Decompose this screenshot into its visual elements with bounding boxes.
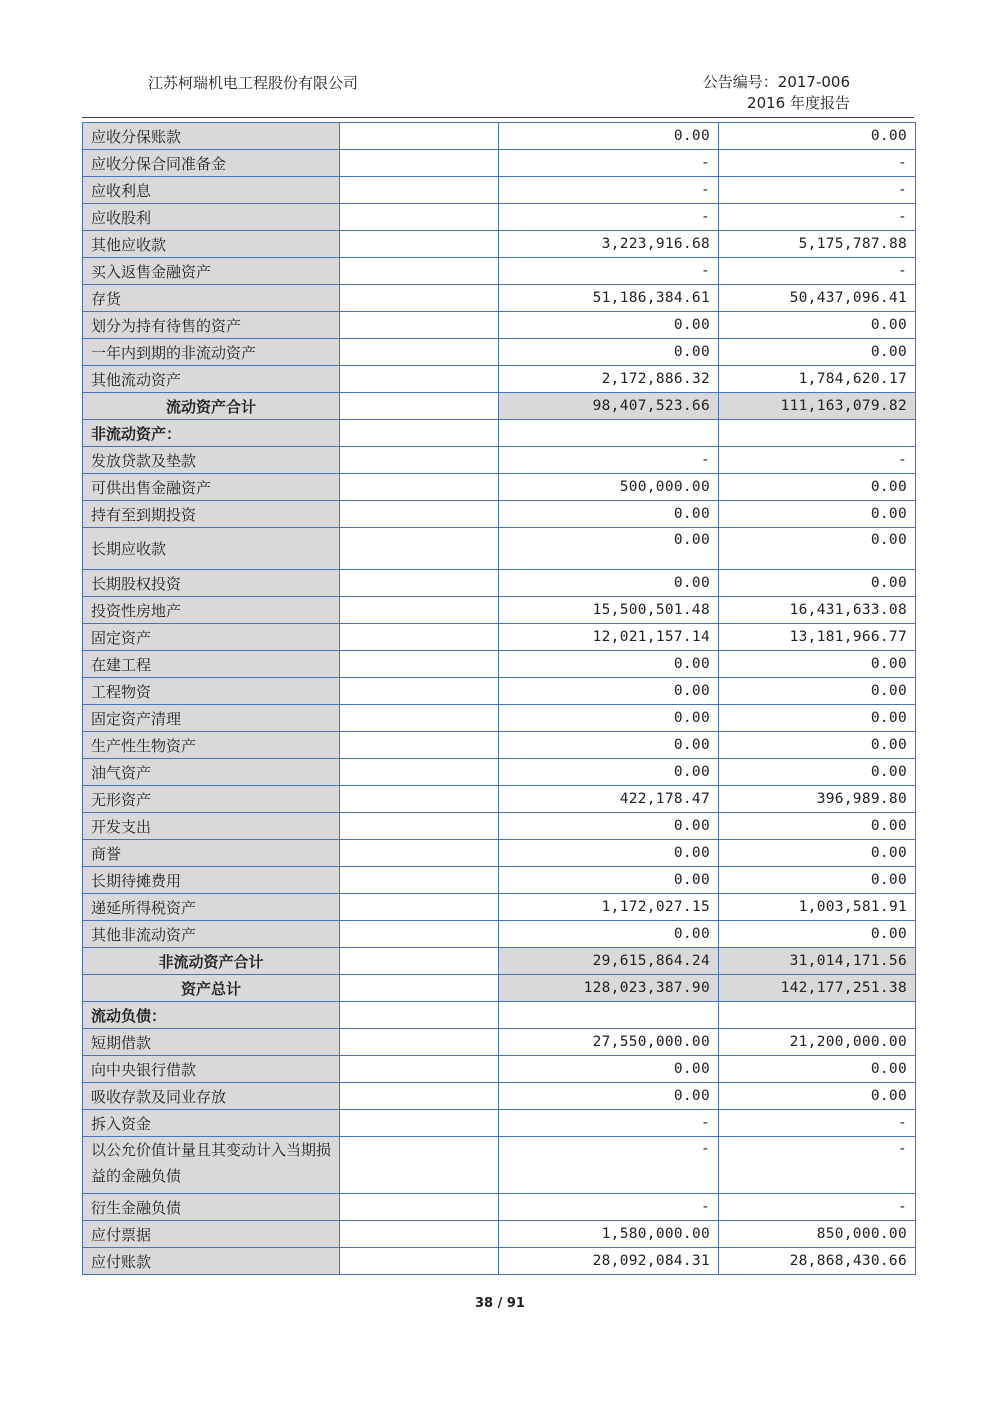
row-label: 短期借款 bbox=[83, 1029, 340, 1056]
row-label: 无形资产 bbox=[83, 786, 340, 813]
period-end-value: 0.00 bbox=[499, 840, 719, 867]
table-row bbox=[83, 366, 916, 393]
row-label: 固定资产清理 bbox=[83, 705, 340, 732]
period-start-value: 0.00 bbox=[719, 474, 916, 501]
row-label: 其他应收款 bbox=[83, 231, 340, 258]
table-row bbox=[83, 285, 916, 312]
period-end-value: 422,178.47 bbox=[499, 786, 719, 813]
period-start-value: 0.00 bbox=[719, 921, 916, 948]
period-start-value: 0.00 bbox=[719, 840, 916, 867]
table-row bbox=[83, 921, 916, 948]
period-start-value: 111,163,079.82 bbox=[719, 393, 916, 420]
table-row bbox=[83, 528, 916, 570]
row-label: 工程物资 bbox=[83, 678, 340, 705]
period-end-value bbox=[499, 420, 719, 447]
period-end-value: - bbox=[499, 150, 719, 177]
row-label: 固定资产 bbox=[83, 624, 340, 651]
row-label: 衍生金融负债 bbox=[83, 1194, 340, 1221]
note-cell bbox=[340, 366, 499, 393]
period-start-value: 0.00 bbox=[719, 813, 916, 840]
note-cell bbox=[340, 177, 499, 204]
note-cell bbox=[340, 732, 499, 759]
period-start-value: 0.00 bbox=[719, 651, 916, 678]
table-row bbox=[83, 1083, 916, 1110]
table-row bbox=[83, 813, 916, 840]
period-start-value: 13,181,966.77 bbox=[719, 624, 916, 651]
note-cell bbox=[340, 597, 499, 624]
row-label: 存货 bbox=[83, 285, 340, 312]
period-start-value: - bbox=[719, 258, 916, 285]
table-row bbox=[83, 894, 916, 921]
table-row bbox=[83, 1221, 916, 1248]
period-start-value: 0.00 bbox=[719, 678, 916, 705]
row-label: 商誉 bbox=[83, 840, 340, 867]
note-cell bbox=[340, 840, 499, 867]
row-label: 其他流动资产 bbox=[83, 366, 340, 393]
table-row bbox=[83, 840, 916, 867]
period-end-value: - bbox=[499, 258, 719, 285]
table-row bbox=[83, 570, 916, 597]
note-cell bbox=[340, 759, 499, 786]
period-end-value bbox=[499, 1002, 719, 1029]
row-label: 应收分保账款 bbox=[83, 123, 340, 150]
total-row bbox=[83, 975, 916, 1002]
note-cell bbox=[340, 420, 499, 447]
row-label: 向中央银行借款 bbox=[83, 1056, 340, 1083]
row-label: 投资性房地产 bbox=[83, 597, 340, 624]
period-start-value: - bbox=[719, 1110, 916, 1137]
header-divider bbox=[82, 117, 914, 118]
announcement-number: 公告编号：2017-006 bbox=[702, 73, 850, 91]
table-row bbox=[83, 447, 916, 474]
period-start-value: 0.00 bbox=[719, 867, 916, 894]
period-end-value: 12,021,157.14 bbox=[499, 624, 719, 651]
report-header-right bbox=[703, 72, 850, 114]
period-end-value: 98,407,523.66 bbox=[499, 393, 719, 420]
note-cell bbox=[340, 1029, 499, 1056]
period-end-value: 29,615,864.24 bbox=[499, 948, 719, 975]
period-end-value: 500,000.00 bbox=[499, 474, 719, 501]
row-label: 流动资产合计 bbox=[83, 393, 340, 420]
period-end-value: 51,186,384.61 bbox=[499, 285, 719, 312]
table-row bbox=[83, 597, 916, 624]
note-cell bbox=[340, 867, 499, 894]
period-end-value: 0.00 bbox=[499, 528, 719, 570]
period-start-value: 16,431,633.08 bbox=[719, 597, 916, 624]
row-label: 发放贷款及垫款 bbox=[83, 447, 340, 474]
period-start-value: - bbox=[719, 1194, 916, 1221]
row-label: 长期股权投资 bbox=[83, 570, 340, 597]
table-row bbox=[83, 123, 916, 150]
period-start-value: 1,003,581.91 bbox=[719, 894, 916, 921]
table-row bbox=[83, 759, 916, 786]
period-end-value: 1,172,027.15 bbox=[499, 894, 719, 921]
period-start-value: 28,868,430.66 bbox=[719, 1248, 916, 1275]
table-row bbox=[83, 732, 916, 759]
note-cell bbox=[340, 1137, 499, 1194]
table-row bbox=[83, 651, 916, 678]
row-label: 应付票据 bbox=[83, 1221, 340, 1248]
period-start-value: 0.00 bbox=[719, 732, 916, 759]
note-cell bbox=[340, 705, 499, 732]
note-cell bbox=[340, 921, 499, 948]
note-cell bbox=[340, 1248, 499, 1275]
row-label: 非流动资产合计 bbox=[83, 948, 340, 975]
period-end-value: - bbox=[499, 1137, 719, 1194]
total-row bbox=[83, 393, 916, 420]
note-cell bbox=[340, 624, 499, 651]
note-cell bbox=[340, 975, 499, 1002]
note-cell bbox=[340, 393, 499, 420]
note-cell bbox=[340, 447, 499, 474]
row-label: 划分为持有待售的资产 bbox=[83, 312, 340, 339]
period-start-value: - bbox=[719, 447, 916, 474]
period-start-value: 0.00 bbox=[719, 339, 916, 366]
period-end-value: 0.00 bbox=[499, 921, 719, 948]
period-end-value: 0.00 bbox=[499, 813, 719, 840]
row-label: 资产总计 bbox=[83, 975, 340, 1002]
period-end-value: 15,500,501.48 bbox=[499, 597, 719, 624]
period-end-value: 0.00 bbox=[499, 867, 719, 894]
note-cell bbox=[340, 786, 499, 813]
period-end-value: 0.00 bbox=[499, 312, 719, 339]
period-end-value: 27,550,000.00 bbox=[499, 1029, 719, 1056]
row-label: 非流动资产： bbox=[83, 420, 340, 447]
row-label: 应付账款 bbox=[83, 1248, 340, 1275]
table-row bbox=[83, 1029, 916, 1056]
table-row bbox=[83, 624, 916, 651]
note-cell bbox=[340, 150, 499, 177]
row-label: 持有至到期投资 bbox=[83, 501, 340, 528]
period-end-value: 0.00 bbox=[499, 732, 719, 759]
period-start-value: 0.00 bbox=[719, 1056, 916, 1083]
period-start-value: 850,000.00 bbox=[719, 1221, 916, 1248]
period-start-value: - bbox=[719, 1137, 916, 1194]
note-cell bbox=[340, 528, 499, 570]
row-label: 一年内到期的非流动资产 bbox=[83, 339, 340, 366]
row-label: 应收股利 bbox=[83, 204, 340, 231]
row-label: 拆入资金 bbox=[83, 1110, 340, 1137]
period-start-value: 0.00 bbox=[719, 705, 916, 732]
period-start-value: - bbox=[719, 177, 916, 204]
table-row bbox=[83, 1056, 916, 1083]
period-end-value: 0.00 bbox=[499, 678, 719, 705]
table-row bbox=[83, 339, 916, 366]
note-cell bbox=[340, 285, 499, 312]
period-end-value: 0.00 bbox=[499, 570, 719, 597]
note-cell bbox=[340, 1056, 499, 1083]
company-name: 江苏柯瑞机电工程股份有限公司 bbox=[148, 74, 359, 92]
row-label: 油气资产 bbox=[83, 759, 340, 786]
note-cell bbox=[340, 1110, 499, 1137]
table-row bbox=[83, 1110, 916, 1137]
note-cell bbox=[340, 651, 499, 678]
period-end-value: 0.00 bbox=[499, 651, 719, 678]
period-end-value: 2,172,886.32 bbox=[499, 366, 719, 393]
note-cell bbox=[340, 258, 499, 285]
row-label: 递延所得税资产 bbox=[83, 894, 340, 921]
table-row bbox=[83, 705, 916, 732]
note-cell bbox=[340, 1194, 499, 1221]
note-cell bbox=[340, 813, 499, 840]
period-start-value: 0.00 bbox=[719, 528, 916, 570]
balance-sheet-table bbox=[82, 122, 916, 1275]
note-cell bbox=[340, 339, 499, 366]
period-start-value: 31,014,171.56 bbox=[719, 948, 916, 975]
period-end-value: - bbox=[499, 447, 719, 474]
period-start-value: 0.00 bbox=[719, 312, 916, 339]
row-label: 应收利息 bbox=[83, 177, 340, 204]
table-row bbox=[83, 867, 916, 894]
table-row bbox=[83, 150, 916, 177]
table-row bbox=[83, 258, 916, 285]
note-cell bbox=[340, 474, 499, 501]
table-row bbox=[83, 231, 916, 258]
period-start-value: 50,437,096.41 bbox=[719, 285, 916, 312]
note-cell bbox=[340, 501, 499, 528]
period-end-value: 128,023,387.90 bbox=[499, 975, 719, 1002]
period-end-value: 28,092,084.31 bbox=[499, 1248, 719, 1275]
table-row bbox=[83, 474, 916, 501]
period-start-value: 1,784,620.17 bbox=[719, 366, 916, 393]
note-cell bbox=[340, 948, 499, 975]
period-end-value: - bbox=[499, 1110, 719, 1137]
row-label: 其他非流动资产 bbox=[83, 921, 340, 948]
row-label: 在建工程 bbox=[83, 651, 340, 678]
row-label: 应收分保合同准备金 bbox=[83, 150, 340, 177]
note-cell bbox=[340, 123, 499, 150]
row-label: 长期待摊费用 bbox=[83, 867, 340, 894]
period-end-value: - bbox=[499, 1194, 719, 1221]
period-start-value: 0.00 bbox=[719, 123, 916, 150]
table-row bbox=[83, 1194, 916, 1221]
note-cell bbox=[340, 678, 499, 705]
table-row bbox=[83, 1248, 916, 1275]
period-start-value: 142,177,251.38 bbox=[719, 975, 916, 1002]
table-row bbox=[83, 204, 916, 231]
period-end-value: - bbox=[499, 177, 719, 204]
period-end-value: 0.00 bbox=[499, 501, 719, 528]
note-cell bbox=[340, 1083, 499, 1110]
row-label: 流动负债： bbox=[83, 1002, 340, 1029]
row-label: 生产性生物资产 bbox=[83, 732, 340, 759]
period-start-value bbox=[719, 1002, 916, 1029]
note-cell bbox=[340, 1002, 499, 1029]
row-label: 吸收存款及同业存放 bbox=[83, 1083, 340, 1110]
table-row bbox=[83, 177, 916, 204]
row-label: 可供出售金融资产 bbox=[83, 474, 340, 501]
period-start-value: - bbox=[719, 150, 916, 177]
note-cell bbox=[340, 204, 499, 231]
table-row bbox=[83, 501, 916, 528]
period-end-value: 0.00 bbox=[499, 1083, 719, 1110]
page-number: 38 / 91 bbox=[475, 1296, 525, 1311]
note-cell bbox=[340, 231, 499, 258]
period-start-value: 0.00 bbox=[719, 570, 916, 597]
note-cell bbox=[340, 1221, 499, 1248]
period-end-value: 0.00 bbox=[499, 705, 719, 732]
period-end-value: 1,580,000.00 bbox=[499, 1221, 719, 1248]
table-row bbox=[83, 786, 916, 813]
period-start-value: 396,989.80 bbox=[719, 786, 916, 813]
period-end-value: - bbox=[499, 204, 719, 231]
table-row bbox=[83, 1137, 916, 1194]
period-start-value bbox=[719, 420, 916, 447]
note-cell bbox=[340, 894, 499, 921]
row-label: 长期应收款 bbox=[83, 528, 340, 570]
row-label: 开发支出 bbox=[83, 813, 340, 840]
period-start-value: 0.00 bbox=[719, 501, 916, 528]
period-start-value: - bbox=[719, 204, 916, 231]
table-row bbox=[83, 312, 916, 339]
period-end-value: 0.00 bbox=[499, 123, 719, 150]
section-row bbox=[83, 1002, 916, 1029]
row-label: 以公允价值计量且其变动计入当期损益的金融负债 bbox=[83, 1137, 340, 1194]
period-start-value: 21,200,000.00 bbox=[719, 1029, 916, 1056]
period-end-value: 3,223,916.68 bbox=[499, 231, 719, 258]
section-row bbox=[83, 420, 916, 447]
period-end-value: 0.00 bbox=[499, 1056, 719, 1083]
period-start-value: 0.00 bbox=[719, 1083, 916, 1110]
note-cell bbox=[340, 312, 499, 339]
row-label: 买入返售金融资产 bbox=[83, 258, 340, 285]
period-end-value: 0.00 bbox=[499, 339, 719, 366]
note-cell bbox=[340, 570, 499, 597]
total-row bbox=[83, 948, 916, 975]
period-start-value: 0.00 bbox=[719, 759, 916, 786]
report-title: 2016 年度报告 bbox=[747, 94, 850, 112]
table-row bbox=[83, 678, 916, 705]
period-start-value: 5,175,787.88 bbox=[719, 231, 916, 258]
period-end-value: 0.00 bbox=[499, 759, 719, 786]
